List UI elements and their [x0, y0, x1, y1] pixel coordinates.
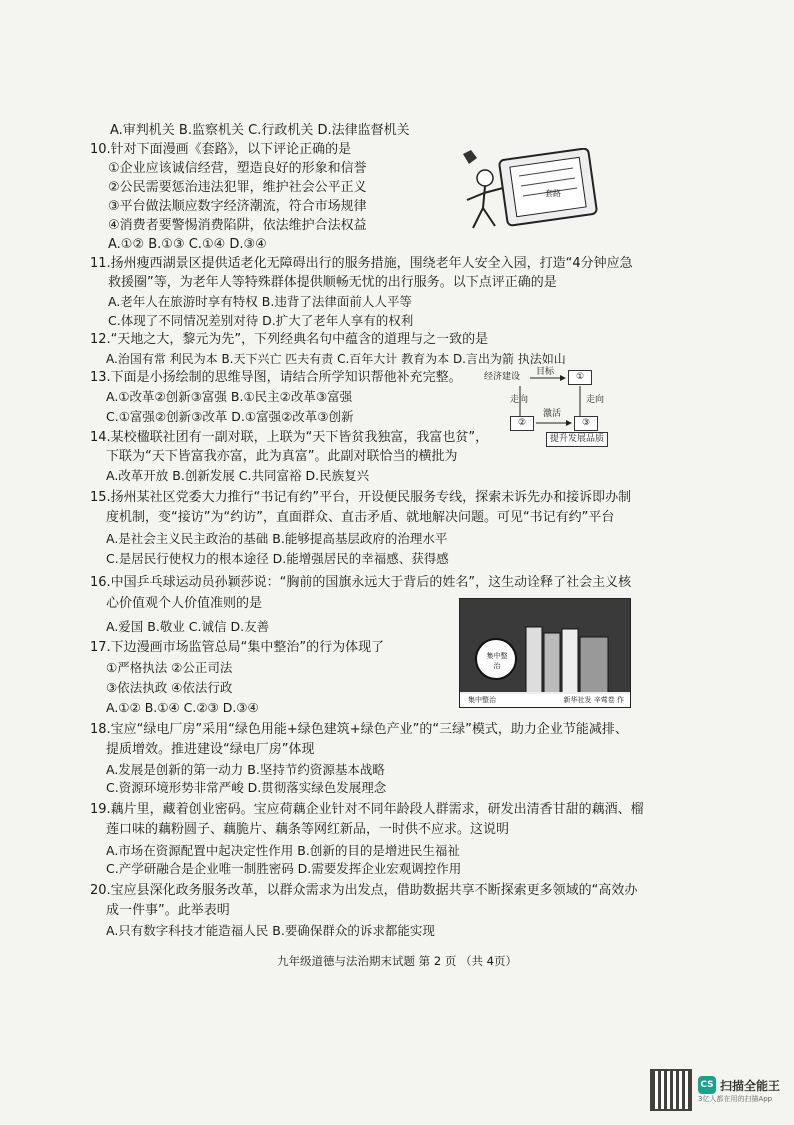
q18-options-1: A.发展是创新的第一动力 B.坚持节约资源基本战略: [106, 762, 385, 777]
q14-stem-1: 14.某校楹联社团有一副对联，上联为“天下皆贫我独富，我富也贫”，: [90, 430, 489, 445]
q16-options: A.爱国 B.敬业 C.诚信 D.友善: [106, 619, 270, 634]
q11-options-2: C.体现了不同情况差别对待 D.扩大了老年人享有的权利: [108, 313, 414, 328]
q17-stem: 17.下边漫画市场监管总局“集中整治”的行为体现了: [90, 640, 385, 655]
q19-options-2: C.产学研融合是企业唯一制胜密码 D.需要发挥企业宏观调控作用: [106, 861, 462, 876]
cartoon-taolu-drawing: [455, 148, 605, 236]
mindmap-econ: 经济建设: [483, 372, 520, 382]
mindmap-left-label: 走向: [509, 395, 528, 405]
q12-stem: 12.“天地之大，黎元为先”，下列经典名句中蕴含的道理与之一致的是: [90, 332, 489, 347]
camscanner-logo-icon: CS: [698, 1076, 716, 1094]
q10-item-2: ②公民需要惩治违法犯罪，维护社会公平正义: [108, 180, 367, 195]
mindmap-node-2: ②: [510, 416, 534, 431]
q15-options-1: A.是社会主义民主政治的基础 B.能够提高基层政府的治理水平: [106, 531, 448, 546]
q17-items-2: ③依法执政 ④依法行政: [106, 680, 233, 695]
mindmap-mid-label: 激活: [542, 409, 561, 419]
cartoon-jizhong-sign: 集中整治: [486, 652, 508, 670]
cartoon-jizhong: [459, 598, 631, 708]
q18-options-2: C.资源环境形势非常严峻 D.贯彻落实绿色发展理念: [106, 780, 387, 795]
scanner-watermark: [650, 1069, 780, 1111]
q19-stem-1: 19.藕片里，藏着创业密码。宝应荷藕企业针对不同年龄段人群需求，研发出清香甘甜的藕酒、榴: [90, 802, 644, 817]
q13-options-2: C.①富强②创新③改革 D.①富强②改革③创新: [106, 409, 354, 424]
scanner-tagline: 3亿人都在用的扫描App: [697, 1095, 773, 1103]
q14-stem-2: 下联为“天下皆富我亦富，此为真富”。此副对联恰当的横批为: [106, 449, 458, 464]
q16-stem-2: 心价值观个人价值准则的是: [106, 596, 263, 611]
mindmap-right-label: 走向: [585, 395, 604, 405]
q19-stem-2: 莲口味的藕粉圆子、藕脆片、藕条等网红新品，一时供不应求。这说明: [106, 822, 510, 837]
q15-options-2: C.是居民行使权力的根本途径 D.能增强居民的幸福感、获得感: [106, 551, 449, 566]
q9-options: A.审判机关 B.监察机关 C.行政机关 D.法律监督机关: [110, 123, 410, 138]
q20-stem-2: 成一件事”。此举表明: [106, 903, 230, 918]
q16-stem-1: 16.中国乒乓球运动员孙颖莎说：“胸前的国旗永远大于背后的姓名”，这生动诠释了社会主义核: [90, 575, 632, 590]
mindmap-goal-label: 目标: [535, 367, 554, 377]
cartoon-taolu: [455, 148, 605, 236]
q17-options: A.①② B.①④ C.②③ D.③④: [106, 700, 259, 715]
q17-items-1: ①严格执法 ②公正司法: [106, 660, 233, 675]
q20-stem-1: 20.宝应县深化政务服务改革，以群众需求为出发点，借助数据共享不断探索更多领域的“高效办: [90, 883, 638, 898]
q10-item-4: ④消费者要警惕消费陷阱，依法维护合法权益: [108, 218, 367, 233]
qr-code-icon: [650, 1069, 692, 1111]
q11-options-1: A.老年人在旅游时享有特权 B.违背了法律面前人人平等: [108, 294, 412, 309]
cartoon-jizhong-credit: 新华社发 辛莺卷 作: [563, 696, 624, 704]
cartoon-taolu-title: 套路: [545, 189, 561, 198]
q18-stem-1: 18.宝应“绿电厂房”采用“绿色用能+绿色建筑+绿色产业”的“三绿”模式，助力企业节能减排、: [90, 722, 628, 737]
q13-options-1: A.①改革②创新③富强 B.①民主②改革③富强: [106, 389, 353, 404]
q10-options: A.①② B.①③ C.①④ D.③④: [108, 237, 267, 252]
q10-item-3: ③平台做法顺应数字经济潮流，符合市场规律: [108, 199, 367, 214]
q14-options: A.改革开放 B.创新发展 C.共同富裕 D.民族复兴: [106, 468, 370, 483]
q18-stem-2: 提质增效。推进建设“绿电厂房”体现: [106, 742, 315, 757]
q15-stem-2: 度机制，变“接访”为“约访”，直面群众、直击矛盾、就地解决问题。可见“书记有约”平台: [106, 510, 615, 525]
cartoon-jizhong-caption: 集中整治: [468, 696, 496, 704]
q12-options: A.治国有常 利民为本 B.天下兴亡 匹夫有责 C.百年大计 教育为本 D.言出为箭 执法如山: [106, 352, 566, 366]
q19-options-1: A.市场在资源配置中起决定性作用 B.创新的目的是增进民生福祉: [106, 843, 460, 858]
page-footer: 九年级道德与法治期末试题 第 2 页 （共 4页）: [277, 954, 517, 968]
q10-stem: 10.针对下面漫画《套路》，以下评论正确的是: [90, 142, 352, 157]
mindmap-node-3: ③: [574, 416, 598, 431]
q11-stem-1: 11.扬州瘦西湖景区提供适老化无障碍出行的服务措施，围绕老年人安全入园，打造“4分钟应急: [90, 256, 633, 271]
q20-options: A.只有数字科技才能造福人民 B.要确保群众的诉求都能实现: [106, 923, 435, 938]
q13-stem: 13.下面是小扬绘制的思维导图，请结合所学知识帮他补充完整。: [90, 370, 462, 385]
scanner-brand-block: [698, 1076, 780, 1104]
q10-item-1: ①企业应该诚信经营，塑造良好的形象和信誉: [108, 161, 367, 176]
mindmap-node-1: ①: [568, 370, 592, 385]
q15-stem-1: 15.扬州某社区党委大力推行“书记有约”平台，开设便民服务专线，探索未诉先办和接诉即办制: [90, 490, 632, 505]
scanner-brand-name: 扫描全能王: [719, 1078, 780, 1093]
mindmap-q13: [480, 366, 630, 448]
q11-stem-2: 救援圈”等，为老年人等特殊群体提供顺畅无忧的出行服务。以下点评正确的是: [108, 275, 557, 290]
mindmap-bottom-label: 提升发展品质: [546, 432, 608, 447]
